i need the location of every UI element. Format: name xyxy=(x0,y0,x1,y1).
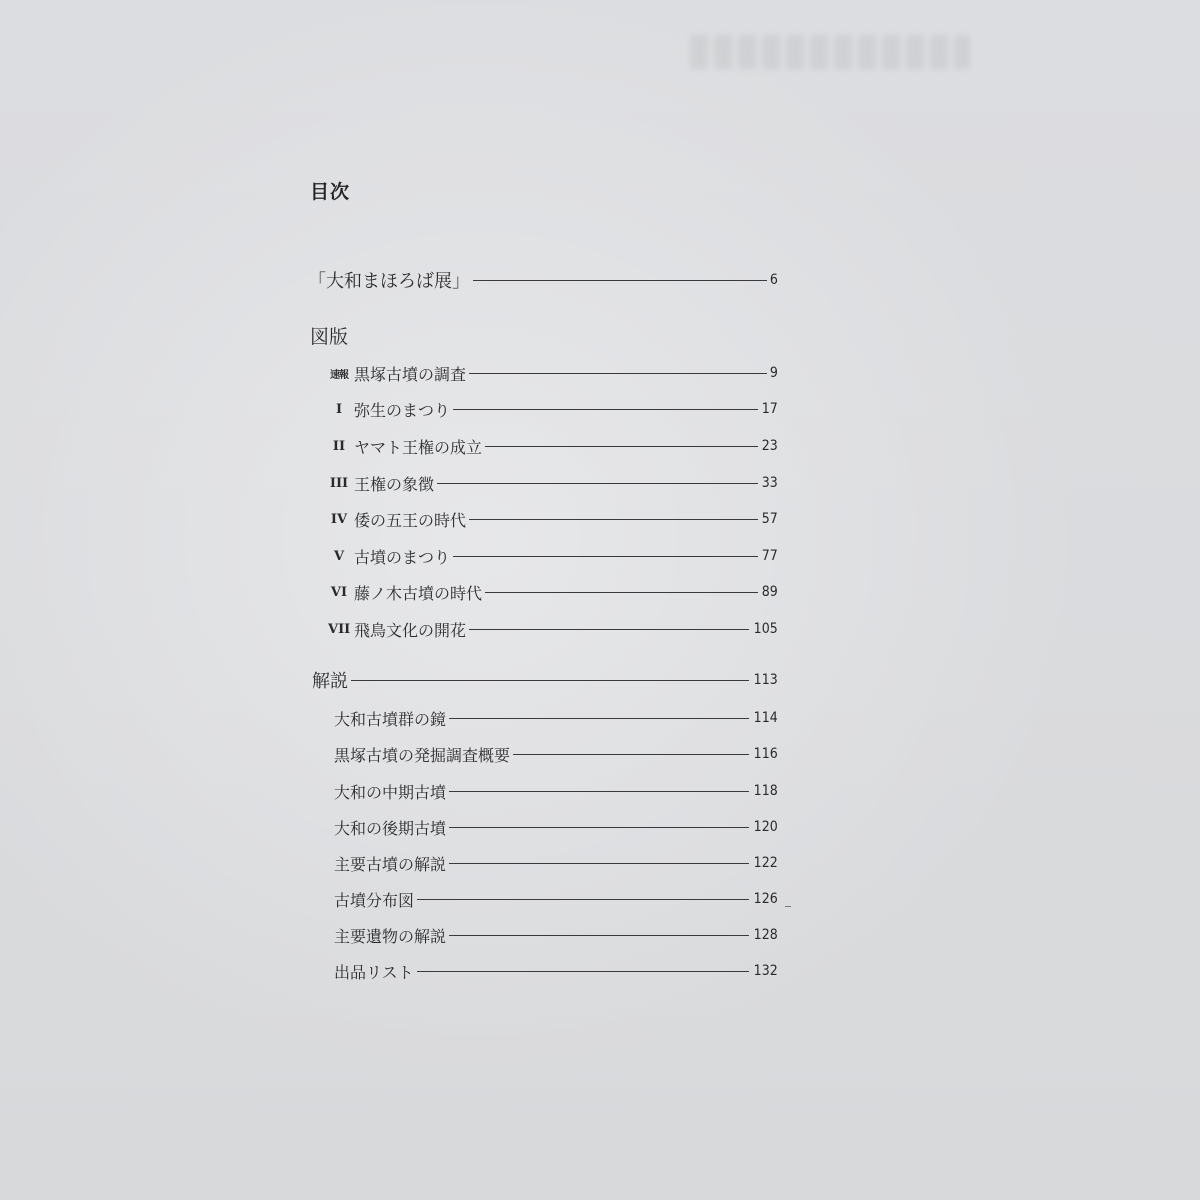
toc-entry xyxy=(334,960,778,982)
toc-entry-label: 黒塚古墳の発掘調査概要 xyxy=(334,745,511,765)
leader-line xyxy=(449,718,749,719)
toc-entry xyxy=(328,435,778,457)
show-through-text xyxy=(690,35,970,69)
toc-entry xyxy=(328,545,778,567)
toc-entry xyxy=(328,618,778,640)
leader-line xyxy=(417,971,750,972)
toc-entry xyxy=(334,888,778,910)
toc-entry-page: 126 xyxy=(753,891,778,907)
leader-line xyxy=(449,791,749,792)
leader-line xyxy=(453,556,758,557)
toc-entry xyxy=(334,707,778,729)
section-title-commentary xyxy=(312,669,778,691)
toc-entry-page: 113 xyxy=(753,672,778,688)
leader-line xyxy=(469,519,758,520)
toc-entry-page: 6 xyxy=(769,272,778,288)
toc-entry-page: 57 xyxy=(761,511,778,527)
toc-title: 目次 xyxy=(310,181,351,203)
toc-entry-label: 大和古墳群の鏡 xyxy=(334,709,447,729)
toc-entry-label: 古墳分布図 xyxy=(334,890,415,910)
toc-entry xyxy=(334,852,778,874)
leader-line xyxy=(449,935,749,936)
toc-entry-page: 132 xyxy=(753,963,778,979)
toc-entry-page: 128 xyxy=(753,927,778,943)
leader-line xyxy=(485,446,758,447)
toc-entry-label: 弥生のまつり xyxy=(354,400,451,420)
leader-line xyxy=(473,280,767,281)
toc-entry-label: 王権の象徴 xyxy=(354,474,435,494)
toc-entry-label: 藤ノ木古墳の時代 xyxy=(354,583,483,603)
toc-entry-label: 大和の後期古墳 xyxy=(334,818,447,838)
toc-entry-page: 122 xyxy=(753,855,778,871)
toc-entry-prefix: I xyxy=(335,401,343,417)
toc-entry-prefix: III xyxy=(329,475,349,491)
toc-entry xyxy=(328,362,778,384)
toc-entry xyxy=(328,398,778,420)
toc-entry-page: 77 xyxy=(761,548,778,564)
toc-entry-page: 23 xyxy=(761,438,778,454)
toc-entry xyxy=(334,924,778,946)
toc-entry xyxy=(328,508,778,530)
toc-entry xyxy=(328,581,778,603)
toc-entry-prefix: II xyxy=(332,438,346,454)
toc-entry-page: 120 xyxy=(753,819,778,835)
leader-line xyxy=(469,629,749,630)
toc-entry-label: 古墳のまつり xyxy=(354,547,451,567)
toc-entry-label: 大和の中期古墳 xyxy=(334,782,447,802)
leader-line xyxy=(469,373,767,374)
leader-line xyxy=(449,827,749,828)
toc-entry xyxy=(328,472,778,494)
toc-entry-label: 黒塚古墳の調査 xyxy=(354,364,467,384)
toc-entry-label: ヤマト王権の成立 xyxy=(354,437,483,457)
toc-entry xyxy=(334,780,778,802)
leader-line xyxy=(449,863,749,864)
toc-entry-page: 33 xyxy=(761,475,778,491)
toc-entry-prefix: VI xyxy=(330,584,348,600)
toc-entry-page: 118 xyxy=(753,783,778,799)
toc-entry-label: 倭の五王の時代 xyxy=(354,510,467,530)
toc-entry-prefix: 速報 xyxy=(330,369,348,381)
toc-entry-prefix: V xyxy=(333,548,345,564)
toc-entry-label: 主要古墳の解説 xyxy=(334,854,447,874)
toc-entry-page: 17 xyxy=(761,401,778,417)
leader-line xyxy=(437,483,758,484)
toc-entry-page: 89 xyxy=(761,584,778,600)
leader-line xyxy=(485,592,758,593)
toc-entry-page: 9 xyxy=(769,365,778,381)
toc-entry-page: 105 xyxy=(753,621,778,637)
leader-line xyxy=(453,409,758,410)
toc-entry-label: 解説 xyxy=(312,671,348,692)
toc-entry-prefix: VII xyxy=(328,621,351,637)
leader-line xyxy=(513,754,749,755)
toc-entry-label: 主要遺物の解説 xyxy=(334,926,447,946)
stray-mark xyxy=(785,906,791,907)
toc-entry-page: 114 xyxy=(753,710,778,726)
toc-entry-label: 出品リスト xyxy=(334,962,414,982)
toc-entry xyxy=(334,743,778,765)
toc-entry-lead xyxy=(308,269,778,291)
leader-line xyxy=(417,899,749,900)
toc-entry-prefix: IV xyxy=(330,511,348,527)
toc-entry xyxy=(334,816,778,838)
toc-entry-page: 116 xyxy=(753,746,778,762)
leader-line xyxy=(351,680,749,681)
toc-entry-label: 飛鳥文化の開花 xyxy=(354,620,467,640)
section-title-plates: 図版 xyxy=(310,326,349,348)
toc-entry-label: 「大和まほろば展」 xyxy=(308,271,470,292)
